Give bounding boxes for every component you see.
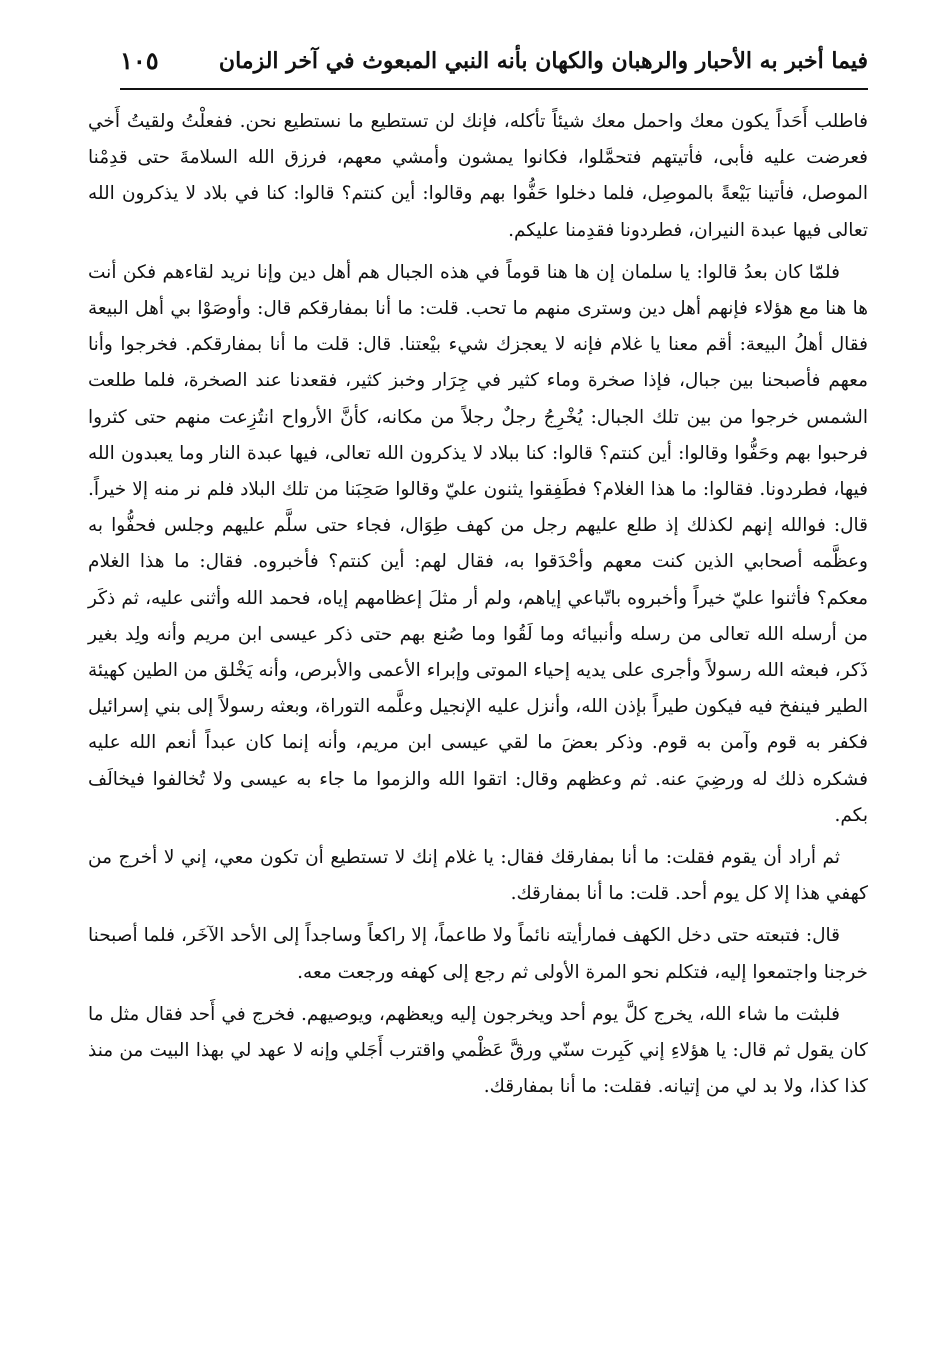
- running-title: فيما أخبر به الأحبار والرهبان والكهان بأنه النبي المبعوث في آخر الزمان: [218, 48, 868, 74]
- paragraph: ثم أراد أن يقوم فقلت: ما أنا بمفارقك فقال: يا غلام إنك لا تستطيع أن تكون معي، إني لا أخرج من كهفي هذا إلا كل يوم أحد. قلت: ما أنا بمفارقك.: [88, 847, 868, 905]
- header-divider: [120, 88, 868, 90]
- paragraph: فلبثت ما شاء الله، يخرج كلَّ يوم أحد ويخرجون إليه ويعظهم، ويوصيهم. فخرج في أَحد فقال مثل ما كان يقول ثم قال: يا هؤلاءِ إني كَبِرت سنّي ورقَّ عَظْمي واقترب أَجَلي وإنه لا عهد لي بهذا البيت من منذ كذا كذا، ولا بد لي من إتيانه. فقلت: ما أنا بمفارقك.: [88, 1003, 868, 1098]
- body-text: [88, 104, 868, 1111]
- paragraph: قال: فتبعته حتى دخل الكهف فمارأيته نائماً ولا طاعماً، إلا راكعاً وساجداً إلى الأحد الآخَر، فلما أصبحنا خرجنا واجتمعوا إليه، فتكلم نحو المرة الأولى ثم رجع إلى كهفه ورجعت معه.: [88, 925, 868, 983]
- paragraph: فاطلب أَحَداً يكون معك واحمل معك شيئاً تأكله، فإنك لن تستطيع ما نستطيع نحن. ففعلْتُ ولقيتُ أَخي فعرضت عليه فأبى، فأتيتهم فتحمَّلوا، فكانوا يمشون وأمشي معهم، فرزق الله السلامةَ حتى قدِمْنا الموصل، فأتينا بَيْعةً بالموصِل، فلما دخلوا حَفُّوا بهم وقالوا: أين كنتم؟ قالوا: كنا في بلاد لا يذكرون الله تعالى فيها عبدة النيران، فطردونا فقدِمنا عليكم.: [88, 111, 868, 241]
- page-header: [120, 40, 868, 86]
- paragraph: فلمّا كان بعدُ قالوا: يا سلمان إن ها هنا قوماً في هذه الجبال هم أهل دين وإنا نريد لقاءهم فكن أنت ها هنا مع هؤلاء فإنهم أهل دين وسترى منهم ما تحب. قلت: ما أنا بمفارقكم قال: وأوصَوْا بي أهل البيعة فقال أهلُ البيعة: أقم معنا يا غلام فإنه لا يعجزك شيء بيْعتنا. قال: قلت ما أنا بمفارقكم. فخرجوا وأنا معهم فأصبحنا بين جبال، فإذا صخرة وماء كثير في جِرَار وخبز كثير، فقعدنا عند الصخرة، فلما طلعت الشمس خرجوا من بين تلك الجبال: يُخْرِجُ رجلٌ رجلاً من مكانه، كأنَّ الأرواح انتُزِعت منهم حتى كثروا فرحبوا بهم وحَفُّوا وقالوا: أين كنتم؟ قالوا: كنا ببلاد لا يذكرون الله تعالى، فيها عبدة النار وما يعبدون الله فيها، فطردونا. فقالوا: ما هذا الغلام؟ فطَفِقوا يثنون عليّ وقالوا صَحِبَنا من تلك البلاد فلم نر منه إلا خيراً. قال: فوالله إنهم لكذلك إذ طلع عليهم رجل من كهف طِوَال، فجاء حتى سلَّم عليهم وجلس فحفُّوا به وعظَّمه أصحابي الذين كنت معهم وأحْدَقوا به، فقال لهم: أين كنتم؟ فأخبروه. فقال: ما هذا الغلام معكم؟ فأثنوا عليّ خيراً وأخبروه باتّباعي إياهم، ولم أر مثلَ إعظامهم إياه، فحمد الله وأثنى عليه، ثم ذكَر من أرسله الله تعالى من رسله وأنبيائه وما لَقُوا وما صُنع بهم حتى ذكر عيسى ابن مريم وأنه ولِد بغير ذَكر، فبعثه الله رسولاً وأجرى على يديه إحياء الموتى وإبراء الأعمى والأبرص، وأنه يَخْلق من الطين كهيئة الطير فينفخ فيه فيكون طيراً بإذن الله، وأنزل عليه الإنجيل وعلَّمه التوراة، وبعثه رسولاً إلى بني إسرائيل فكفر به قوم وآمن به قوم. وذكر بعضَ ما لقي عيسى ابن مريم، وأنه إنما كان عبداً أنعم الله عليه فشكره ذلك له ورضِيَ عنه. ثم وعظهم وقال: اتقوا الله والزموا ما جاء به عيسى ولا تُخالفوا فيخالَف بكم.: [88, 261, 868, 826]
- page-number: ١٠٥: [120, 46, 159, 75]
